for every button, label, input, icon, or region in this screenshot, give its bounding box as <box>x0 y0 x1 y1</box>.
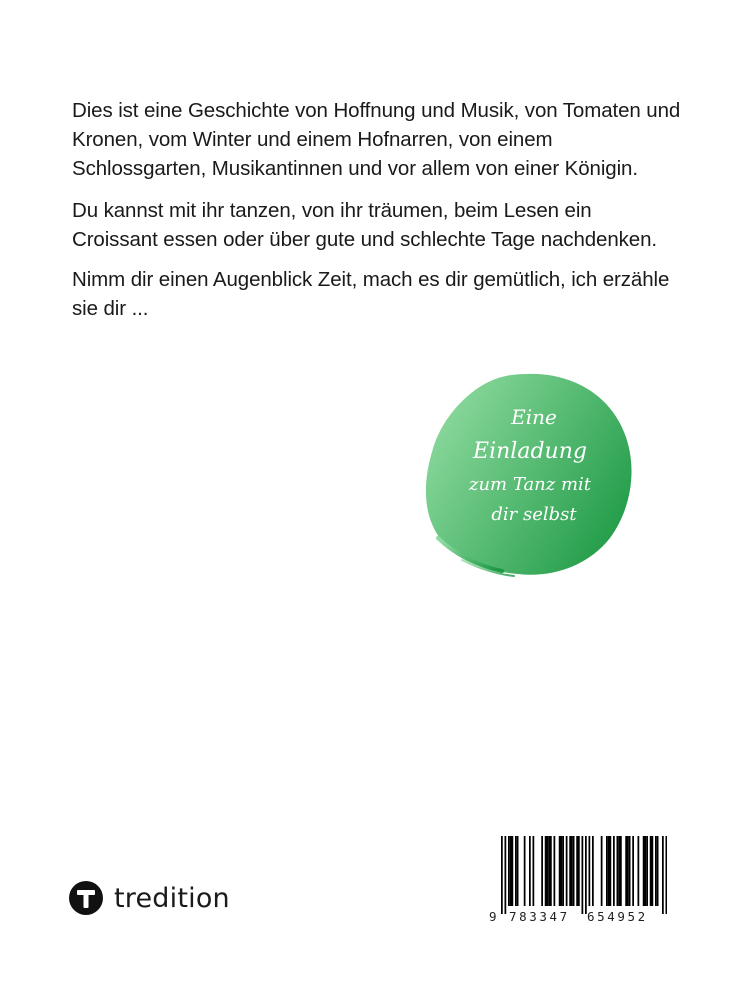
barcode-bar <box>510 836 512 906</box>
barcode-bar <box>541 836 543 906</box>
barcode-bar <box>638 836 640 906</box>
barcode-bar <box>632 836 634 906</box>
barcode-bar <box>554 836 556 906</box>
barcode-bar <box>608 836 610 906</box>
barcode-bar <box>652 836 654 906</box>
barcode-bar <box>666 836 668 914</box>
barcode-bar <box>620 836 622 906</box>
publisher-logo <box>68 878 230 918</box>
isbn-digits <box>487 909 667 925</box>
isbn-digits-right: 654952 <box>587 909 648 924</box>
barcode-bar <box>650 836 652 906</box>
barcode-bar <box>566 836 568 906</box>
barcode-bar <box>548 836 550 906</box>
badge-line-3: zum Tanz mit <box>468 474 592 495</box>
barcode-bar <box>582 836 584 914</box>
barcode-bar <box>645 836 647 906</box>
barcode-bar <box>617 836 619 906</box>
tredition-logo-icon <box>68 880 104 916</box>
badge-line-2: Einladung <box>473 439 587 464</box>
barcode-bar <box>662 836 664 914</box>
barcode-bar <box>578 836 580 906</box>
barcode-bar <box>571 836 573 906</box>
badge-line-4: dir selbst <box>491 504 577 525</box>
invitation-badge <box>418 368 640 580</box>
barcode-bar <box>606 836 608 906</box>
barcode-bar <box>515 836 517 906</box>
isbn-digits-left: 783347 <box>509 909 570 924</box>
barcode-bar <box>629 836 631 906</box>
barcode-bar <box>501 836 503 914</box>
barcode-bar <box>613 836 615 906</box>
barcode-bar <box>561 836 563 906</box>
barcode-bar <box>524 836 526 906</box>
barcode-bar <box>529 836 531 906</box>
barcode-bar <box>625 836 627 906</box>
barcode-bar <box>592 836 594 906</box>
barcode-bar <box>646 836 648 906</box>
barcode-bar <box>550 836 552 906</box>
blurb-paragraph-2: Du kannst mit ihr tanzen, von ihr träumen, beim Lesen ein Croissant essen oder über gute und schlechte Tage nachdenken. <box>72 199 658 251</box>
barcode-bar <box>562 836 564 906</box>
barcode-bar <box>585 836 587 914</box>
barcode-bar <box>601 836 603 906</box>
barcode-bar <box>559 836 561 906</box>
barcode-bar <box>533 836 535 906</box>
barcode-bar <box>643 836 645 906</box>
barcode-bar <box>512 836 514 906</box>
barcode-bar <box>589 836 591 906</box>
barcode-bar <box>508 836 510 906</box>
barcode-bar <box>517 836 519 906</box>
barcode-bar <box>655 836 657 906</box>
barcode-bar <box>505 836 507 914</box>
barcode-bar <box>576 836 578 906</box>
blurb-paragraph-3: Nimm dir einen Augenblick Zeit, mach es dir gemütlich, ich erzähle sie dir ... <box>72 268 670 320</box>
isbn-barcode <box>487 836 667 926</box>
barcode-bar <box>547 836 549 906</box>
isbn-digit-first: 9 <box>489 909 497 924</box>
barcode-bar <box>627 836 629 906</box>
barcode-bars <box>487 836 667 916</box>
barcode-bar <box>610 836 612 906</box>
badge-line-1: Eine <box>511 405 557 429</box>
barcode-bar <box>545 836 547 906</box>
barcode-bar <box>569 836 571 906</box>
barcode-bar <box>618 836 620 906</box>
publisher-name: tredition <box>114 882 230 914</box>
blurb-paragraph-1: Dies ist eine Geschichte von Hoffnung und Musik, von Tomaten und Kronen, vom Winter und einem Hofnarren, von einem Schlossgarten, Musikantinnen und vor allem von einer Königin. <box>72 99 681 180</box>
barcode-bar <box>573 836 575 906</box>
barcode-bar <box>657 836 659 906</box>
